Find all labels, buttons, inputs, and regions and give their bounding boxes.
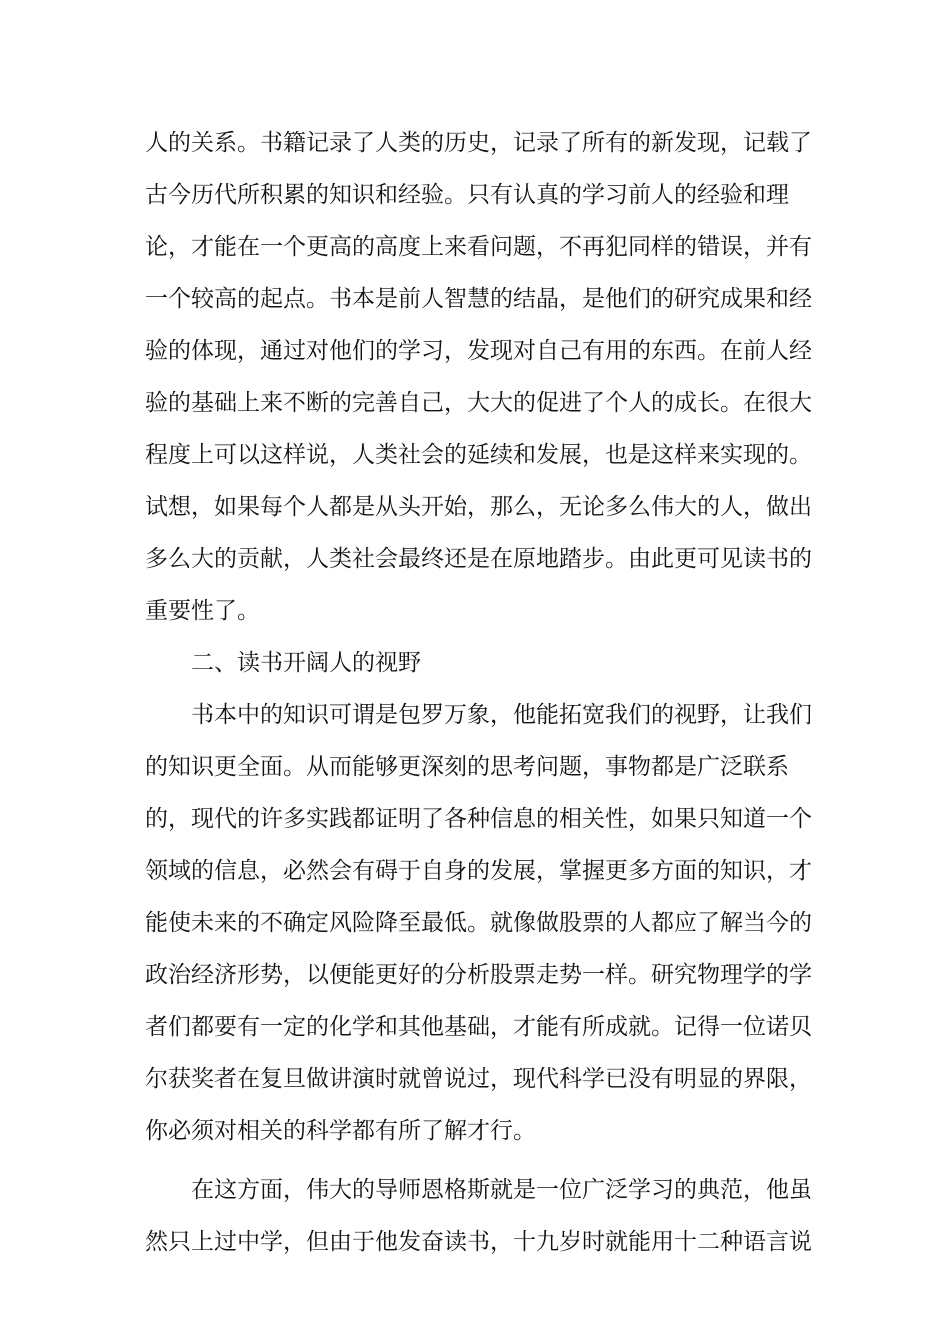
text-line: 你必须对相关的科学都有所了解才行。: [145, 1118, 536, 1144]
text-line: 人的关系。书籍记录了人类的历史，记录了所有的新发现，记载了: [145, 130, 812, 156]
text-line: 者们都要有一定的化学和其他基础，才能有所成就。记得一位诺贝: [145, 1014, 812, 1040]
text-line: 的知识更全面。从而能够更深刻的思考问题，事物都是广泛联系: [145, 754, 789, 780]
text-line: 程度上可以这样说，人类社会的延续和发展，也是这样来实现的。: [145, 442, 812, 468]
text-line: 能使未来的不确定风险降至最低。就像做股票的人都应了解当今的: [145, 910, 812, 936]
text-line: 论，才能在一个更高的高度上来看问题，不再犯同样的错误，并有: [145, 234, 812, 260]
text-line: 试想，如果每个人都是从头开始，那么，无论多么伟大的人，做出: [145, 494, 812, 520]
text-line: 重要性了。: [145, 598, 260, 624]
text-line: 一个较高的起点。书本是前人智慧的结晶，是他们的研究成果和经: [145, 286, 812, 312]
text-line: 领域的信息，必然会有碍于自身的发展，掌握更多方面的知识，才: [145, 858, 812, 884]
text-line: 古今历代所积累的知识和经验。只有认真的学习前人的经验和理: [145, 182, 789, 208]
section-heading: 二、读书开阔人的视野: [191, 650, 421, 676]
text-line: 多么大的贡献，人类社会最终还是在原地踏步。由此更可见读书的: [145, 546, 812, 572]
text-line: 政治经济形势，以便能更好的分析股票走势一样。研究物理学的学: [145, 962, 812, 988]
text-line: 然只上过中学，但由于他发奋读书，十九岁时就能用十二种语言说: [145, 1229, 812, 1255]
text-line: 验的基础上来不断的完善自己，大大的促进了个人的成长。在很大: [145, 390, 812, 416]
text-line: 的，现代的许多实践都证明了各种信息的相关性，如果只知道一个: [145, 806, 812, 832]
text-line: 在这方面，伟大的导师恩格斯就是一位广泛学习的典范，他虽: [191, 1177, 812, 1203]
text-line: 验的体现，通过对他们的学习，发现对自己有用的东西。在前人经: [145, 338, 812, 364]
text-line: 书本中的知识可谓是包罗万象，他能拓宽我们的视野，让我们: [191, 702, 812, 728]
text-line: 尔获奖者在复旦做讲演时就曾说过，现代科学已没有明显的界限，: [145, 1066, 812, 1092]
